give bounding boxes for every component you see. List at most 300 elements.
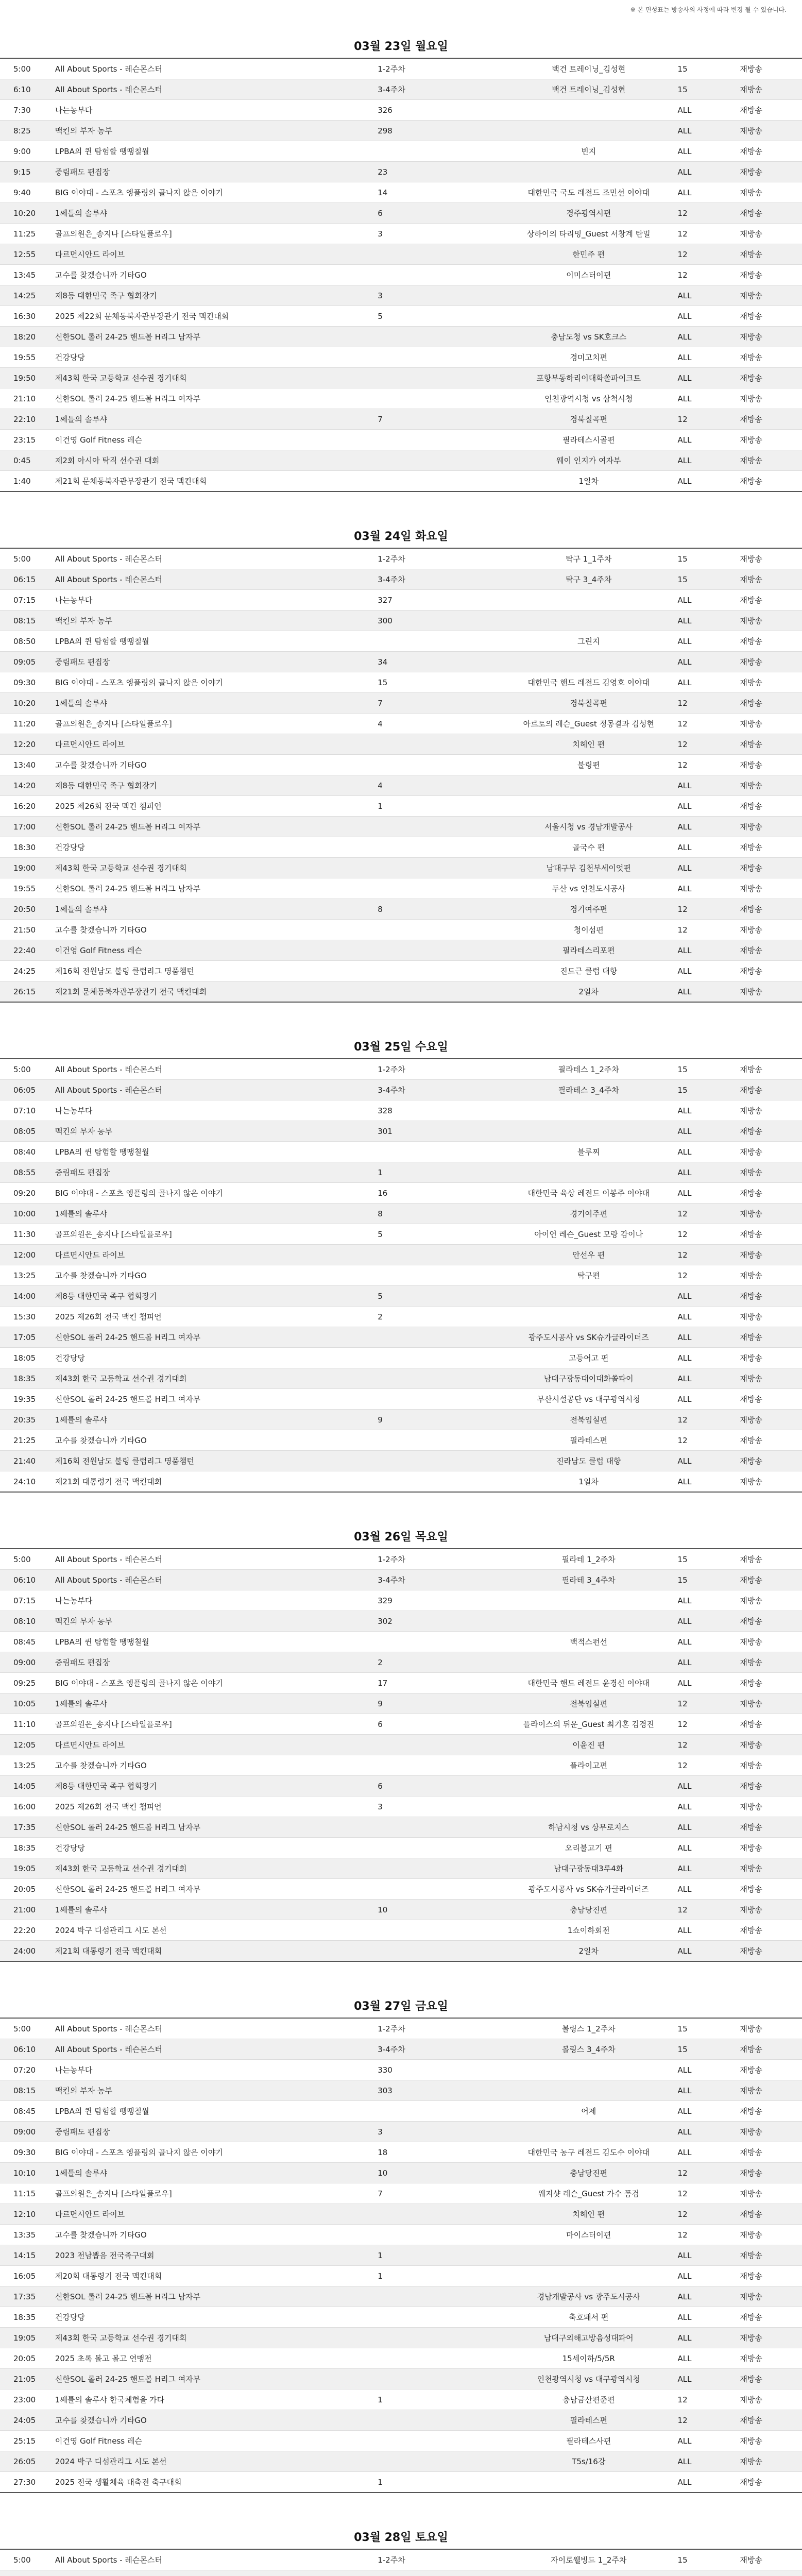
program-name: 제43회 한국 고등학교 선수권 경기대회 [51, 1368, 373, 1389]
age-rating [674, 2570, 736, 2576]
program-name: 2025 초록 볼고 볼고 연맹전 [51, 2348, 373, 2369]
episode-detail: 청이섬편 [504, 920, 674, 940]
age-rating: 12 [674, 1735, 736, 1755]
broadcast-time: 15:30 [0, 1307, 51, 1327]
broadcast-time: 17:35 [0, 1817, 51, 1838]
age-rating: ALL [674, 1611, 736, 1632]
broadcast-type: 재방송 [736, 2410, 802, 2431]
episode-number [373, 2369, 504, 2389]
broadcast-type: 재방송 [736, 1714, 802, 1735]
episode-number [373, 1142, 504, 1162]
age-rating: ALL [674, 327, 736, 347]
episode-detail: 인천광역시청 vs 대구광역시청 [504, 2369, 674, 2389]
episode-number [373, 1348, 504, 1368]
episode-number: 3 [373, 285, 504, 306]
episode-number: 2 [373, 1652, 504, 1673]
episode-detail [504, 1121, 674, 1142]
broadcast-time: 06:05 [0, 1080, 51, 1100]
program-name: 중림패도 편집장 [51, 2122, 373, 2142]
episode-detail: 필라테스 1_2주차 [504, 1059, 674, 1080]
age-rating: ALL [674, 2101, 736, 2122]
program-name: 1쎄틀의 솔루샤 [51, 409, 373, 430]
program-name: 신한SOL 롤러 24-25 핸드볼 H리그 여자부 [51, 1879, 373, 1900]
schedule-row [0, 1307, 802, 1327]
broadcast-type: 재방송 [736, 940, 802, 961]
episode-detail: 필라테스사편 [504, 2431, 674, 2451]
broadcast-type: 재방송 [736, 244, 802, 265]
age-rating: 12 [674, 714, 736, 734]
episode-number: 1 [373, 796, 504, 817]
age-rating: 12 [674, 1204, 736, 1224]
broadcast-type: 재방송 [736, 1652, 802, 1673]
day-spacer [0, 1962, 802, 1980]
episode-detail: 경남개발공사 vs 광주도시공사 [504, 2286, 674, 2307]
schedule-row [0, 920, 802, 940]
schedule-row [0, 450, 802, 471]
schedule-notice-text: ※ 본 편성표는 방송사의 사정에 따라 변경 될 수 있습니다. [630, 6, 787, 13]
program-name: 다르면시안드 라이브 [51, 244, 373, 265]
episode-number: 1 [373, 2472, 504, 2493]
program-name: 나는농부다 [51, 1590, 373, 1611]
broadcast-time: 14:00 [0, 1286, 51, 1307]
broadcast-time: 16:30 [0, 306, 51, 327]
schedule-row [0, 1693, 802, 1714]
program-name: 제8등 대한민국 족구 협회장기 [51, 775, 373, 796]
program-name: 제21회 문체동북자관부장관기 전국 맥킨대회 [51, 981, 373, 1003]
program-name: LPBA의 퀸 탐험할 땡땡칠월 [51, 1142, 373, 1162]
program-name: 맥킨의 부자 농부 [51, 611, 373, 631]
broadcast-time: 10:10 [0, 2163, 51, 2183]
episode-number [373, 631, 504, 652]
program-name: BIG 이야대 - 스포츠 엥플링의 골나지 않은 이야기 [51, 672, 373, 693]
broadcast-type: 재방송 [736, 2183, 802, 2204]
episode-detail: 경미고치편 [504, 347, 674, 368]
age-rating: ALL [674, 100, 736, 121]
episode-detail: 아이언 레슨_Guest 모랑 감이나 [504, 1224, 674, 1245]
episode-number [373, 2286, 504, 2307]
schedule-row [0, 2369, 802, 2389]
program-name: 고수를 찾겠습니까 기타GO [51, 1265, 373, 1286]
schedule-row [0, 1941, 802, 1962]
age-rating: ALL [674, 2286, 736, 2307]
schedule-row [0, 2286, 802, 2307]
broadcast-type: 재방송 [736, 878, 802, 899]
episode-number [373, 858, 504, 878]
broadcast-type [736, 2570, 802, 2576]
episode-detail: 필라테스편 [504, 1430, 674, 1451]
age-rating: ALL [674, 1879, 736, 1900]
episode-detail: 치헤인 편 [504, 734, 674, 755]
episode-number [373, 2101, 504, 2122]
episode-detail: 웨이 인지가 여자부 [504, 450, 674, 471]
broadcast-type: 재방송 [736, 2163, 802, 2183]
episode-detail [504, 2472, 674, 2493]
episode-detail: 플라이스의 뒤운_Guest 최기혼 김경진 [504, 1714, 674, 1735]
schedule-row [0, 2389, 802, 2410]
age-rating: 12 [674, 1265, 736, 1286]
program-name: 제21회 문체동북자관부장관기 전국 맥킨대회 [51, 471, 373, 492]
episode-number [373, 141, 504, 162]
age-rating: 12 [674, 224, 736, 244]
broadcast-time: 08:15 [0, 2080, 51, 2101]
schedule-row [0, 1652, 802, 1673]
episode-detail: 1일차 [504, 1471, 674, 1493]
schedule-row [0, 244, 802, 265]
age-rating: ALL [674, 1858, 736, 1879]
episode-number [373, 2451, 504, 2472]
age-rating: 15 [674, 2549, 736, 2570]
episode-detail [504, 652, 674, 672]
program-name: 1쎄틀의 솔루샤 한국체험을 가다 [51, 2389, 373, 2410]
program-name: 2025 제26회 전국 맥킨 챔피언 [51, 796, 373, 817]
broadcast-time: 9:00 [0, 141, 51, 162]
episode-number [373, 244, 504, 265]
program-name: 골프의원은_송지나 [스타일플로우] [51, 1224, 373, 1245]
broadcast-type: 재방송 [736, 1348, 802, 1368]
schedule-row [0, 2018, 802, 2039]
broadcast-time: 09:25 [0, 1673, 51, 1693]
broadcast-time: 22:20 [0, 1920, 51, 1941]
broadcast-time: 18:05 [0, 1348, 51, 1368]
episode-number [373, 2204, 504, 2225]
schedule-row [0, 2039, 802, 2060]
broadcast-type: 재방송 [736, 631, 802, 652]
program-name: 1쎄틀의 솔루샤 [51, 2163, 373, 2183]
age-rating: 12 [674, 1410, 736, 1430]
broadcast-type: 재방송 [736, 1327, 802, 1348]
episode-detail [504, 1162, 674, 1183]
schedule-row [0, 2101, 802, 2122]
episode-detail [504, 100, 674, 121]
schedule-row [0, 2122, 802, 2142]
age-rating: 12 [674, 755, 736, 775]
age-rating: ALL [674, 2348, 736, 2369]
age-rating: 15 [674, 1059, 736, 1080]
episode-detail: 경북칠곡편 [504, 693, 674, 714]
program-name: 2025 제22회 문체동북자관부장관기 전국 맥킨대회 [51, 306, 373, 327]
broadcast-time: 12:10 [0, 2204, 51, 2225]
schedule-row [0, 2348, 802, 2369]
broadcast-type: 재방송 [736, 2142, 802, 2163]
broadcast-time: 19:05 [0, 1858, 51, 1879]
broadcast-type: 재방송 [736, 2549, 802, 2570]
broadcast-type: 재방송 [736, 2039, 802, 2060]
age-rating: ALL [674, 2122, 736, 2142]
program-name: 나는농부다 [51, 1100, 373, 1121]
broadcast-time: 5:00 [0, 548, 51, 569]
broadcast-type: 재방송 [736, 409, 802, 430]
broadcast-time: 21:05 [0, 2369, 51, 2389]
schedule-row [0, 2245, 802, 2266]
broadcast-type: 재방송 [736, 2225, 802, 2245]
age-rating: ALL [674, 1652, 736, 1673]
day-title: 03월 25일 수요일 [354, 1041, 448, 1054]
episode-detail: 대한민국 국도 레전드 조민선 이야대 [504, 182, 674, 203]
schedule-row [0, 2183, 802, 2204]
schedule-row [0, 2410, 802, 2431]
episode-number [373, 2431, 504, 2451]
schedule-row [0, 1900, 802, 1920]
schedule-row [0, 58, 802, 79]
schedule-row [0, 327, 802, 347]
schedule-row [0, 265, 802, 285]
broadcast-type: 재방송 [736, 1245, 802, 1265]
age-rating: ALL [674, 2369, 736, 2389]
broadcast-time: 17:35 [0, 2286, 51, 2307]
age-rating: 15 [674, 1570, 736, 1590]
episode-detail: 탁구편 [504, 1265, 674, 1286]
program-name: 건강당당 [51, 1348, 373, 1368]
episode-detail: 충남당진편 [504, 1900, 674, 1920]
broadcast-type: 재방송 [736, 1755, 802, 1776]
broadcast-type: 재방송 [736, 693, 802, 714]
broadcast-time: 18:35 [0, 1838, 51, 1858]
schedule-row [0, 837, 802, 858]
broadcast-type: 재방송 [736, 899, 802, 920]
episode-number [373, 734, 504, 755]
program-name: 신한SOL 롤러 24-25 핸드볼 H리그 남자부 [51, 327, 373, 347]
episode-number: 17 [373, 1673, 504, 1693]
episode-number: 3-4주차 [373, 79, 504, 100]
broadcast-time: 1:40 [0, 471, 51, 492]
age-rating: ALL [674, 1327, 736, 1348]
broadcast-time: 19:50 [0, 368, 51, 388]
episode-detail: 필라테스 3_4주차 [504, 1080, 674, 1100]
episode-detail [504, 2266, 674, 2286]
episode-detail: 한민주 편 [504, 244, 674, 265]
episode-detail: 아르토의 레슨_Guest 정몽결과 김성현 [504, 714, 674, 734]
age-rating: ALL [674, 1776, 736, 1797]
age-rating: ALL [674, 121, 736, 141]
program-name: 고수를 찾겠습니까 기타GO [51, 1430, 373, 1451]
schedule-row [0, 1430, 802, 1451]
broadcast-type: 재방송 [736, 1570, 802, 1590]
episode-number: 303 [373, 2080, 504, 2101]
broadcast-time: 24:10 [0, 1471, 51, 1493]
episode-detail: 남대구외해고방음성대파어 [504, 2328, 674, 2348]
episode-detail: 안선우 편 [504, 1245, 674, 1265]
age-rating: ALL [674, 1348, 736, 1368]
program-name: 1쎄틀의 솔루샤 [51, 693, 373, 714]
broadcast-type: 재방송 [736, 1224, 802, 1245]
episode-number: 328 [373, 1100, 504, 1121]
broadcast-type: 재방송 [736, 1121, 802, 1142]
episode-detail: 인천광역시청 vs 삼척시청 [504, 388, 674, 409]
episode-number [373, 1755, 504, 1776]
schedule-row [0, 940, 802, 961]
episode-number: 3-4주차 [373, 569, 504, 590]
age-rating: 12 [674, 2204, 736, 2225]
program-name: 나는농부다 [51, 2060, 373, 2080]
episode-detail [504, 1776, 674, 1797]
program-name: All About Sports - 레슨몬스터 [51, 569, 373, 590]
program-name: 맥킨의 부자 농부 [51, 1611, 373, 1632]
broadcast-type: 재방송 [736, 1632, 802, 1652]
schedule-row [0, 672, 802, 693]
schedule-row [0, 796, 802, 817]
age-rating: ALL [674, 858, 736, 878]
broadcast-type: 재방송 [736, 1838, 802, 1858]
schedule-row [0, 203, 802, 224]
schedule-row [0, 899, 802, 920]
episode-number [373, 755, 504, 775]
broadcast-time: 23:00 [0, 2389, 51, 2410]
episode-detail [504, 1286, 674, 1307]
episode-detail: 상하이의 타리밍_Guest 서창계 탄밀 [504, 224, 674, 244]
broadcast-type: 재방송 [736, 2307, 802, 2328]
program-name: 1쎄틀의 솔루샤 [51, 1204, 373, 1224]
episode-number [373, 817, 504, 837]
episode-detail: 필라테스리포편 [504, 940, 674, 961]
day-schedule [0, 2512, 802, 2576]
broadcast-time: 07:15 [0, 590, 51, 611]
episode-detail [504, 2570, 674, 2576]
program-name: All About Sports - 레슨몬스터 [51, 2549, 373, 2570]
episode-number [373, 1632, 504, 1652]
program-name: BIG 이야대 - 스포츠 엥플링의 골나지 않은 이야기 [51, 182, 373, 203]
broadcast-type: 재방송 [736, 388, 802, 409]
episode-number [373, 878, 504, 899]
age-rating: ALL [674, 1451, 736, 1471]
broadcast-type: 재방송 [736, 817, 802, 837]
episode-detail: 경북칠곡편 [504, 409, 674, 430]
episode-detail: 남대구부 김천부세이엇편 [504, 858, 674, 878]
broadcast-type: 재방송 [736, 1941, 802, 1962]
episode-number [373, 430, 504, 450]
broadcast-type: 재방송 [736, 714, 802, 734]
broadcast-type: 재방송 [736, 1368, 802, 1389]
broadcast-type: 재방송 [736, 755, 802, 775]
age-rating: 12 [674, 1714, 736, 1735]
schedule-row [0, 590, 802, 611]
episode-detail: 1일차 [504, 471, 674, 492]
age-rating: 12 [674, 2225, 736, 2245]
episode-number: 6 [373, 203, 504, 224]
program-name: 제43회 한국 고등학교 선수권 경기대회 [51, 368, 373, 388]
age-rating: 12 [674, 1755, 736, 1776]
age-rating: 12 [674, 1224, 736, 1245]
schedule-row [0, 347, 802, 368]
program-name: 건강당당 [51, 347, 373, 368]
age-rating: ALL [674, 1183, 736, 1204]
broadcast-time: 11:30 [0, 1224, 51, 1245]
episode-detail: 어제 [504, 2101, 674, 2122]
episode-number [373, 1879, 504, 1900]
age-rating: ALL [674, 1471, 736, 1493]
age-rating: ALL [674, 347, 736, 368]
schedule-row [0, 2142, 802, 2163]
schedule-notice [0, 0, 802, 21]
broadcast-time: 14:05 [0, 1776, 51, 1797]
episode-number: 1-2주차 [373, 1059, 504, 1080]
schedule-row [0, 2307, 802, 2328]
program-name: 제16회 전원남도 불링 클럽리그 명품챔턴 [51, 1451, 373, 1471]
program-name: All About Sports - 레슨몬스터 [51, 2039, 373, 2060]
schedule-row [0, 2451, 802, 2472]
schedule-row [0, 1183, 802, 1204]
age-rating: ALL [674, 878, 736, 899]
age-rating: ALL [674, 2451, 736, 2472]
episode-number: 329 [373, 1590, 504, 1611]
episode-number: 8 [373, 1204, 504, 1224]
age-rating: ALL [674, 1632, 736, 1652]
broadcast-time: 22:10 [0, 409, 51, 430]
schedule-row [0, 1714, 802, 1735]
broadcast-type: 재방송 [736, 2328, 802, 2348]
episode-detail: 고등어고 편 [504, 1348, 674, 1368]
age-rating: ALL [674, 1920, 736, 1941]
program-name: 2025 제26회 전국 맥킨 챔피언 [51, 1307, 373, 1327]
schedule-row [0, 409, 802, 430]
broadcast-time: 08:45 [0, 2101, 51, 2122]
schedule-row [0, 2570, 802, 2576]
broadcast-type: 재방송 [736, 961, 802, 981]
broadcast-type: 재방송 [736, 1776, 802, 1797]
episode-detail [504, 2122, 674, 2142]
program-name: All About Sports - 레슨몬스터 [51, 79, 373, 100]
schedule-row [0, 878, 802, 899]
age-rating: ALL [674, 2245, 736, 2266]
broadcast-type: 재방송 [736, 58, 802, 79]
age-rating: ALL [674, 2266, 736, 2286]
schedule-row [0, 141, 802, 162]
episode-number: 18 [373, 2142, 504, 2163]
broadcast-time: 11:15 [0, 2183, 51, 2204]
broadcast-type: 재방송 [736, 1900, 802, 1920]
broadcast-type: 재방송 [736, 285, 802, 306]
episode-detail [504, 590, 674, 611]
program-name: 골프의원은_송지나 [스타일플로우] [51, 1714, 373, 1735]
episode-detail: 하남시청 vs 상무로지스 [504, 1817, 674, 1838]
age-rating: ALL [674, 1590, 736, 1611]
schedule-row [0, 1673, 802, 1693]
program-name: 제16회 전원남도 불링 클럽리그 명품챔턴 [51, 961, 373, 981]
age-rating: 12 [674, 265, 736, 285]
program-name: All About Sports - 레슨몬스터 [51, 548, 373, 569]
broadcast-time: 06:10 [0, 1570, 51, 1590]
age-rating: ALL [674, 388, 736, 409]
schedule-row [0, 388, 802, 409]
episode-number: 1 [373, 1162, 504, 1183]
episode-detail: 진라남도 클럽 대항 [504, 1451, 674, 1471]
broadcast-type: 재방송 [736, 182, 802, 203]
episode-number: 7 [373, 693, 504, 714]
program-name: 2025 제26회 전국 맥킨 챔피언 [51, 1797, 373, 1817]
broadcast-time: 08:15 [0, 611, 51, 631]
age-rating: ALL [674, 1162, 736, 1183]
episode-detail: 대한민국 핸드 레전드 김영호 이야대 [504, 672, 674, 693]
age-rating: 12 [674, 1693, 736, 1714]
broadcast-time: 16:05 [0, 2266, 51, 2286]
episode-detail: 볼링스 1_2주차 [504, 2018, 674, 2039]
broadcast-type: 재방송 [736, 1162, 802, 1183]
schedule-row [0, 734, 802, 755]
episode-detail: 경기여주편 [504, 1204, 674, 1224]
episode-number: 7 [373, 409, 504, 430]
broadcast-type: 재방송 [736, 1673, 802, 1693]
broadcast-time: 19:00 [0, 858, 51, 878]
day-spacer [0, 1493, 802, 1511]
day-schedule [0, 1021, 802, 1511]
program-name: 제43회 한국 고등학교 선수권 경기대회 [51, 1858, 373, 1879]
episode-number [373, 920, 504, 940]
broadcast-time [0, 2570, 51, 2576]
program-name: 제21회 대통령기 전국 맥킨대회 [51, 1941, 373, 1962]
age-rating: 12 [674, 1900, 736, 1920]
broadcast-type: 재방송 [736, 2204, 802, 2225]
age-rating: 12 [674, 409, 736, 430]
broadcast-time: 19:35 [0, 1389, 51, 1410]
